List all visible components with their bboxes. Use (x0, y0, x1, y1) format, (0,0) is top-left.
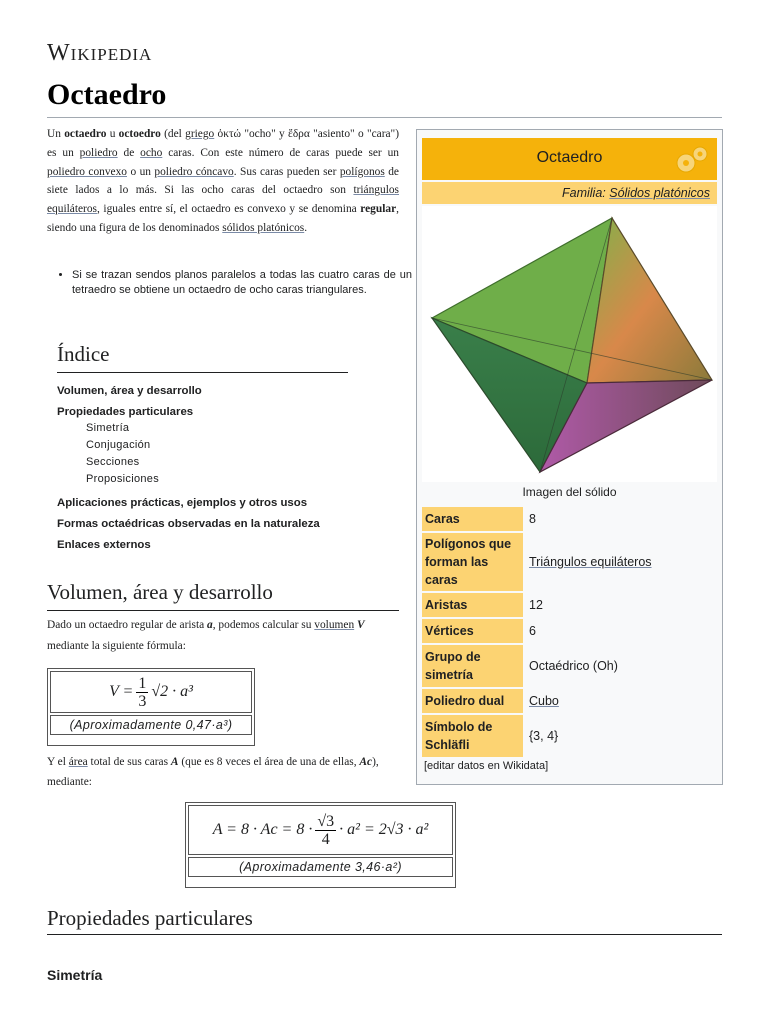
section-heading-volumen: Volumen, área y desarrollo (47, 580, 273, 604)
family-label: Familia: (562, 186, 610, 200)
title-divider (47, 117, 722, 118)
intro-text: . (304, 221, 308, 234)
para-text: (que es 8 veces el área de una de ellas, (178, 756, 360, 768)
intro-text: ὀκτώ "ocho" y ἕδρα "asiento" o "cara") es un (47, 128, 399, 159)
octahedron-figure (422, 206, 717, 482)
infobox-caption: Imagen del sólido (522, 485, 617, 499)
row-value: {3, 4} (529, 729, 559, 743)
toc-item[interactable]: Aplicaciones prácticas, ejemplos y otros usos (57, 497, 308, 509)
link-poliedro-concavo[interactable]: poliedro cóncavo (154, 165, 234, 178)
page-title: Octaedro (47, 78, 167, 111)
infobox-row-caras (422, 507, 717, 531)
row-value: 12 (529, 598, 543, 612)
link-triangulos[interactable]: triángulos equiláteros (47, 184, 399, 216)
var-V: V (357, 619, 365, 631)
row-key: Grupo de simetría (422, 645, 523, 687)
toc-heading: Índice (57, 342, 110, 366)
row-value: 6 (529, 624, 536, 638)
toc-divider (57, 372, 348, 373)
toc-subitem[interactable]: Secciones (86, 456, 140, 468)
link-triangulos-equilateros[interactable]: Triángulos equiláteros (529, 555, 652, 569)
formula-rest: √2 · a³ (151, 683, 193, 700)
frac-den: 4 (321, 830, 330, 848)
para-text: Dado un octaedro regular de arista (47, 619, 208, 631)
frac-num: √3 (317, 812, 335, 830)
formula-fraction (136, 675, 148, 710)
table-of-contents (57, 378, 397, 553)
approx-volumen: (Aproximadamente 0,47·a³) (50, 715, 252, 735)
infobox (416, 129, 723, 785)
infobox-row-aristas (422, 593, 717, 617)
row-value: 8 (529, 512, 536, 526)
infobox-family (422, 182, 717, 204)
section-divider (47, 610, 399, 611)
formula-area (185, 802, 456, 888)
para-text: total de sus caras (87, 756, 171, 768)
section-divider (47, 934, 722, 935)
para-text: , podemos calcular su (212, 619, 315, 631)
toc-item[interactable]: Volumen, área y desarrollo (57, 385, 202, 397)
infobox-title: Octaedro (536, 149, 603, 166)
toc-subitem[interactable]: Conjugación (86, 439, 151, 451)
row-value (523, 533, 717, 591)
intro-paragraph (47, 125, 399, 238)
para-text: mediante la siguiente fórmula: (47, 640, 186, 652)
frac-den: 3 (138, 692, 147, 710)
intro-text: de (117, 146, 141, 159)
toc-subitem[interactable]: Proposiciones (86, 473, 159, 485)
link-poliedro[interactable]: poliedro (79, 146, 118, 159)
intro-text: . Sus caras pueden ser (233, 165, 340, 178)
volumen-paragraph (47, 615, 399, 657)
formula-lhs: A = 8 · Ac = 8 · (212, 821, 313, 838)
row-key: Vértices (422, 619, 523, 643)
wikipedia-logo[interactable]: Wikipedia (47, 40, 153, 66)
row-key: Símbolo de Schläfli (422, 715, 523, 757)
intro-bold: octoedro (118, 128, 161, 140)
formula-lhs: V = (109, 683, 134, 700)
intro-text: o un (127, 165, 155, 178)
link-volumen[interactable]: volumen (314, 619, 355, 631)
link-solidos-platonicos[interactable]: sólidos platónicos (222, 221, 305, 234)
intro-bold: octaedro (64, 128, 107, 140)
link-solidos-platonicos-family[interactable]: Sólidos platónicos (609, 186, 710, 200)
area-paragraph (47, 752, 399, 792)
infobox-row-simetria (422, 645, 717, 687)
infobox-row-schlafli (422, 715, 717, 757)
link-ocho[interactable]: ocho (140, 146, 163, 159)
row-value (523, 689, 717, 713)
toc-item[interactable]: Propiedades particulares (57, 406, 194, 418)
toc-subitem[interactable]: Simetría (86, 422, 130, 434)
formula-rest: · a² = 2√3 · a² (339, 821, 429, 838)
octahedron-image[interactable] (422, 206, 717, 482)
para-text: Y el (47, 756, 69, 768)
formula-fraction (315, 813, 336, 848)
intro-text: , siendo una figura de los denominados (47, 203, 399, 234)
subsection-heading-simetria: Simetría (47, 967, 103, 983)
intro-text: (del (160, 128, 186, 140)
para-text: ), mediante: (47, 756, 379, 788)
var-a: a (207, 619, 213, 631)
row-key: Caras (422, 507, 523, 531)
list-item: • Si se trazan sendos planos paralelos a todas las cuatro caras de un tetraedro se obtiene un octaedro de ocho caras triangulares. (72, 268, 412, 297)
intro-bold: regular (360, 203, 397, 216)
row-key: Poliedro dual (422, 689, 523, 713)
intro-text: caras. Con este número de caras puede ser un (162, 146, 400, 159)
link-area[interactable]: área (68, 756, 88, 768)
infobox-row-dual (422, 689, 717, 713)
edit-wikidata-link[interactable]: [editar datos en Wikidata] (424, 760, 549, 772)
bullet-list (58, 268, 412, 297)
link-poligonos[interactable]: polígonos (339, 165, 385, 178)
toc-item[interactable]: Formas octaédricas observadas en la naturaleza (57, 518, 320, 530)
var-A: A (170, 756, 179, 768)
toc-item[interactable]: Enlaces externos (57, 539, 151, 551)
infobox-row-poligonos (422, 533, 717, 591)
intro-text: Un (47, 128, 65, 140)
link-cubo[interactable]: Cubo (529, 694, 559, 708)
intro-text: , iguales entre sí, el octaedro es convexo y se denomina (96, 203, 361, 216)
var-Ac: Ac (359, 756, 373, 768)
section-heading-propiedades: Propiedades particulares (47, 906, 253, 930)
frac-num: 1 (138, 674, 147, 692)
infobox-row-vertices (422, 619, 717, 643)
intro-text: u (106, 128, 119, 140)
link-poliedro-convexo[interactable]: poliedro convexo (47, 165, 127, 178)
approx-area: (Aproximadamente 3,46·a²) (188, 857, 453, 877)
gears-icon[interactable] (672, 144, 712, 176)
row-key: Polígonos que forman las caras (422, 533, 523, 591)
formula-volumen (47, 668, 255, 746)
infobox-header (422, 138, 717, 180)
row-value: Octaédrico (Oh) (529, 659, 618, 673)
link-griego[interactable]: griego (185, 128, 215, 140)
intro-text: de siete lados a lo más. Si las ocho caras del octaedro son (47, 165, 399, 197)
row-key: Aristas (422, 593, 523, 617)
